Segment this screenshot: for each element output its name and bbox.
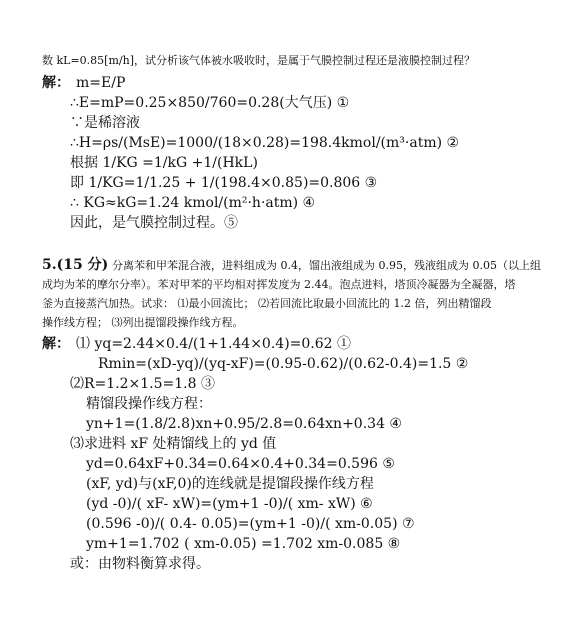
solution-line: 因此，是气膜控制过程。⑤ xyxy=(70,215,238,231)
problem-text: 操作线方程； ⑶列出提馏段操作线方程。 xyxy=(42,316,244,329)
solution-line: (0.596 -0)/( 0.4- 0.05)=(ym+1 -0)/( xm-0.05) ⑦ xyxy=(86,516,415,532)
solution-line: (xF, yd)与(xF,0)的连线就是提馏段操作线方程 xyxy=(86,476,374,492)
solution-line: (yd -0)/( xF- xW)=(ym+1 -0)/( xm- xW) ⑥ xyxy=(86,496,373,512)
solution-line: yd=0.64xF+0.34=0.64×0.4+0.34=0.596 ⑤ xyxy=(86,456,395,472)
problem-number: 5.(15 分) xyxy=(42,257,109,273)
solution-label: 解： xyxy=(42,75,70,91)
problem-tail-text: 数 kL=0.85[m/h]，试分析该气体被水吸收时，是属于气膜控制过程还是液膜控制过程？ xyxy=(42,54,475,67)
problem-text: 釜为直接蒸汽加热。试求： ⑴最小回流比； ⑵若回流比取最小回流比的 1.2 倍，列出精馏段 xyxy=(42,297,492,310)
problem-text: 成均为苯的摩尔分率）。苯对甲苯的平均相对挥发度为 2.44。泡点进料，塔顶冷凝器为全凝器，塔 xyxy=(42,278,516,291)
solution-line: ⑵R=1.2×1.5=1.8 ③ xyxy=(70,376,215,392)
solution-line: m=E/P xyxy=(76,75,126,91)
problem-text: 分离苯和甲苯混合液，进料组成为 0.4，馏出液组成为 0.95，残液组成为 0.05（以上组 xyxy=(112,259,541,272)
solution-line: ym+1=1.702 ( xm-0.05) =1.702 xm-0.085 ⑧ xyxy=(86,536,401,552)
solution-line: 即 1/KG=1/1.25 + 1/(198.4×0.85)=0.806 ③ xyxy=(70,175,378,191)
solution-line: ∴E=mP=0.25×850/760=0.28(大气压) ① xyxy=(70,95,350,111)
solution-line: Rmin=(xD-yq)/(yq-xF)=(0.95-0.62)/(0.62-0.4)=1.5 ② xyxy=(98,356,469,372)
solution-line: yn+1=(1.8/2.8)xn+0.95/2.8=0.64xn+0.34 ④ xyxy=(86,416,402,432)
solution-line: ∵是稀溶液 xyxy=(70,115,140,131)
solution-line: ∴H=ρs/(MsE)=1000/(18×0.28)=198.4kmol/(m³·atm) ② xyxy=(70,135,460,151)
solution-label: 解： xyxy=(42,336,70,352)
solution-line: ⑶求进料 xF 处精馏线上的 yd 值 xyxy=(70,436,277,452)
solution-line: 或：由物料衡算求得。 xyxy=(70,556,210,572)
solution-line: 精馏段操作线方程： xyxy=(86,396,212,412)
solution-line: 根据 1/KG =1/kG +1/(HkL) xyxy=(70,155,258,171)
solution-line: ∴ KG≈kG=1.24 kmol/(m²·h·atm) ④ xyxy=(70,195,316,211)
solution-line: ⑴ yq=2.44×0.4/(1+1.44×0.4)=0.62 ① xyxy=(76,336,352,352)
